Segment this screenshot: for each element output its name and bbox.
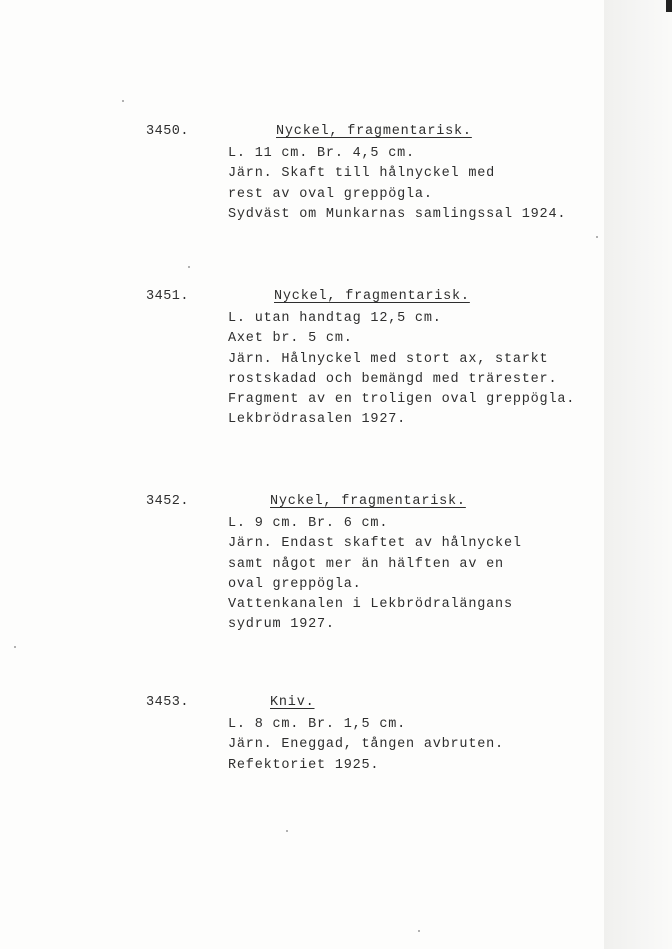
entry-line: samt något mer än hälften av en: [228, 556, 504, 572]
entry-line: L. 9 cm. Br. 6 cm.: [228, 516, 389, 531]
entry-line: oval greppögla.: [228, 576, 362, 592]
entry-line: L. 8 cm. Br. 1,5 cm.: [228, 717, 407, 732]
entry-number: 3451.: [146, 289, 190, 304]
entry-title: Nyckel, fragmentarisk.: [270, 494, 466, 509]
scan-speck: [286, 830, 288, 832]
scan-corner-mark: [666, 0, 672, 12]
entry-title: Nyckel, fragmentarisk.: [274, 289, 470, 304]
entry-title: Kniv.: [270, 695, 315, 710]
entry-line: rostskadad och bemängd med trärester.: [228, 371, 558, 387]
entry-title: Nyckel, fragmentarisk.: [276, 124, 472, 139]
scan-speck: [14, 646, 16, 648]
entry-line: Vattenkanalen i Lekbrödralängans: [228, 597, 513, 613]
entry-number: 3452.: [146, 494, 190, 509]
entry-line: L. 11 cm. Br. 4,5 cm.: [228, 146, 415, 161]
entry-line: Lekbrödrasalen 1927.: [228, 412, 407, 428]
entry-line: Järn. Hålnyckel med stort ax, starkt: [228, 351, 549, 367]
scan-speck: [188, 266, 190, 268]
entry-line: Axet br. 5 cm.: [228, 331, 353, 347]
scan-speck: [596, 236, 598, 238]
entry-description: [228, 715, 504, 776]
entry-line: Sydväst om Munkarnas samlingssal 1924.: [228, 206, 567, 222]
scan-speck: [122, 100, 124, 102]
entry-line: Järn. Skaft till hålnyckel med: [228, 166, 496, 182]
entry-line: Järn. Endast skaftet av hålnyckel: [228, 536, 522, 552]
entry-line: Fragment av en troligen oval greppögla.: [228, 392, 576, 408]
scan-speck: [418, 930, 420, 932]
entry-description: [228, 144, 566, 225]
entry-line: rest av oval greppögla.: [228, 186, 433, 202]
entry-description: [228, 514, 522, 636]
entry-description: [228, 309, 575, 431]
entry-line: Järn. Eneggad, tången avbruten.: [228, 737, 504, 753]
scan-edge: [604, 0, 672, 949]
entry-line: L. utan handtag 12,5 cm.: [228, 311, 442, 326]
entry-number: 3450.: [146, 124, 190, 139]
entry-number: 3453.: [146, 695, 190, 710]
entry-line: sydrum 1927.: [228, 617, 335, 633]
entry-line: Refektoriet 1925.: [228, 757, 380, 773]
